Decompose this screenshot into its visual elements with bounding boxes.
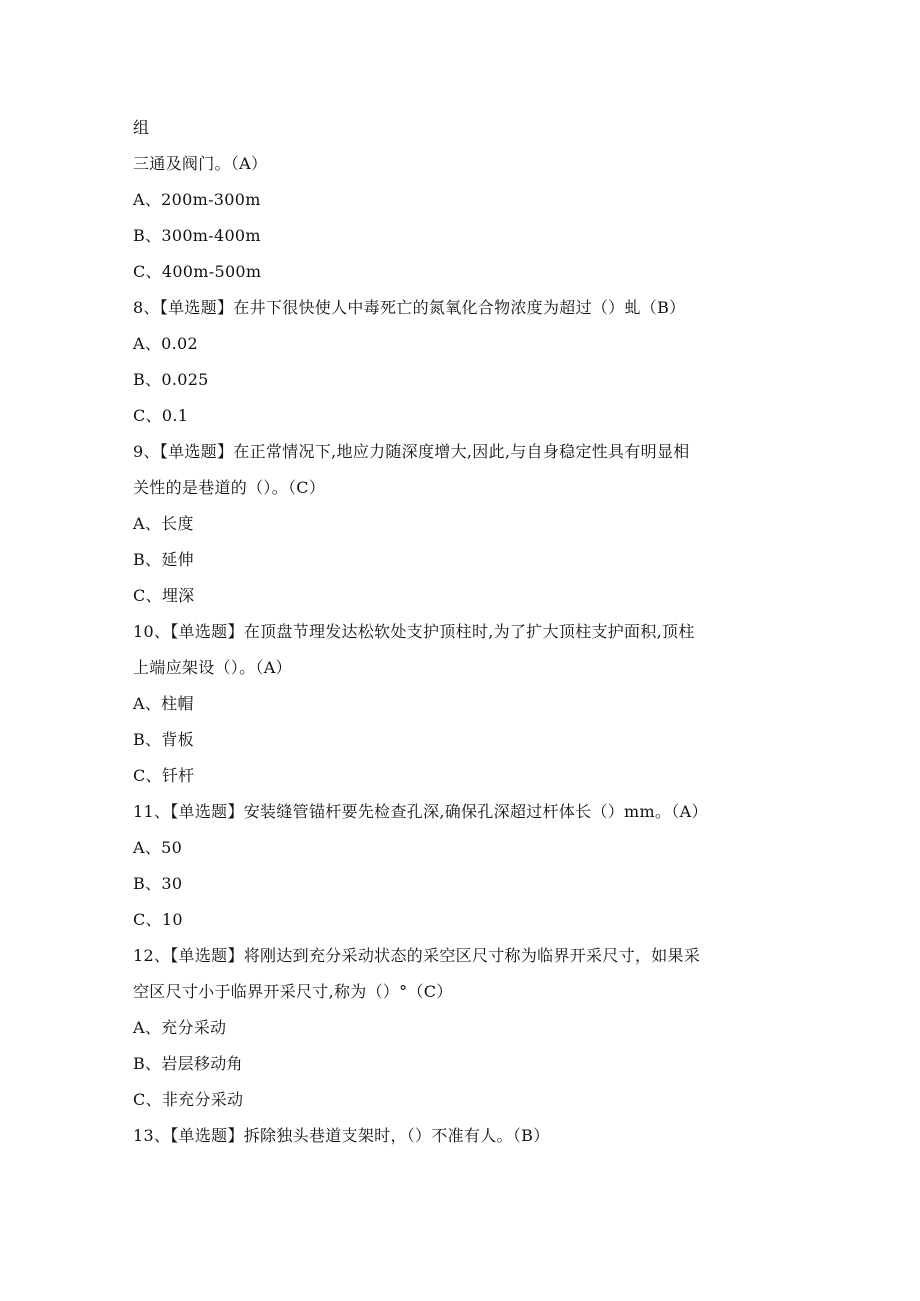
option-a: A、50: [133, 838, 183, 857]
option-b: B、背板: [133, 730, 194, 749]
option-a: A、200m-300m: [133, 190, 261, 209]
question-12-continuation: 空区尺寸小于临界开采尺寸,称为（）°（C）: [133, 982, 453, 1001]
question-13: 13、【单选题】拆除独头巷道支架时，（）不准有人。（B）: [133, 1126, 550, 1145]
option-b: B、岩层移动角: [133, 1054, 243, 1073]
option-b: B、30: [133, 874, 183, 893]
option-b: B、300m-400m: [133, 226, 261, 245]
question-8: 8、【单选题】在井下很快使人中毒死亡的氮氧化合物浓度为超过（）虬（B）: [133, 298, 686, 317]
text-line-continuation: 三通及阀门。（A）: [133, 154, 268, 173]
option-a: A、长度: [133, 514, 194, 533]
question-9-continuation: 关性的是巷道的（）。（C）: [133, 478, 326, 497]
question-10-continuation: 上端应架设（）。（A）: [133, 658, 292, 677]
option-c: C、10: [133, 910, 183, 929]
document-page: [133, 0, 793, 1301]
text-line-fragment: 组: [133, 118, 150, 137]
option-b: B、延伸: [133, 550, 194, 569]
question-11: 11、【单选题】安装缝管锚杆要先检查孔深,确保孔深超过杆体长（）mm。（A）: [133, 802, 708, 821]
option-b: B、0.025: [133, 370, 209, 389]
option-c: C、埋深: [133, 586, 195, 605]
question-12: 12、【单选题】将刚达到充分采动状态的采空区尺寸称为临界开采尺寸，如果采: [133, 946, 701, 965]
question-10: 10、【单选题】在顶盘节理发达松软处支护顶柱时,为了扩大顶柱支护面积,顶柱: [133, 622, 695, 641]
option-a: A、柱帽: [133, 694, 194, 713]
option-c: C、400m-500m: [133, 262, 262, 281]
option-c: C、非充分采动: [133, 1090, 244, 1109]
option-c: C、钎杆: [133, 766, 195, 785]
option-a: A、充分采动: [133, 1018, 227, 1037]
option-a: A、0.02: [133, 334, 198, 353]
option-c: C、0.1: [133, 406, 189, 425]
question-9: 9、【单选题】在正常情况下,地应力随深度增大,因此,与自身稳定性具有明显相: [133, 442, 690, 461]
